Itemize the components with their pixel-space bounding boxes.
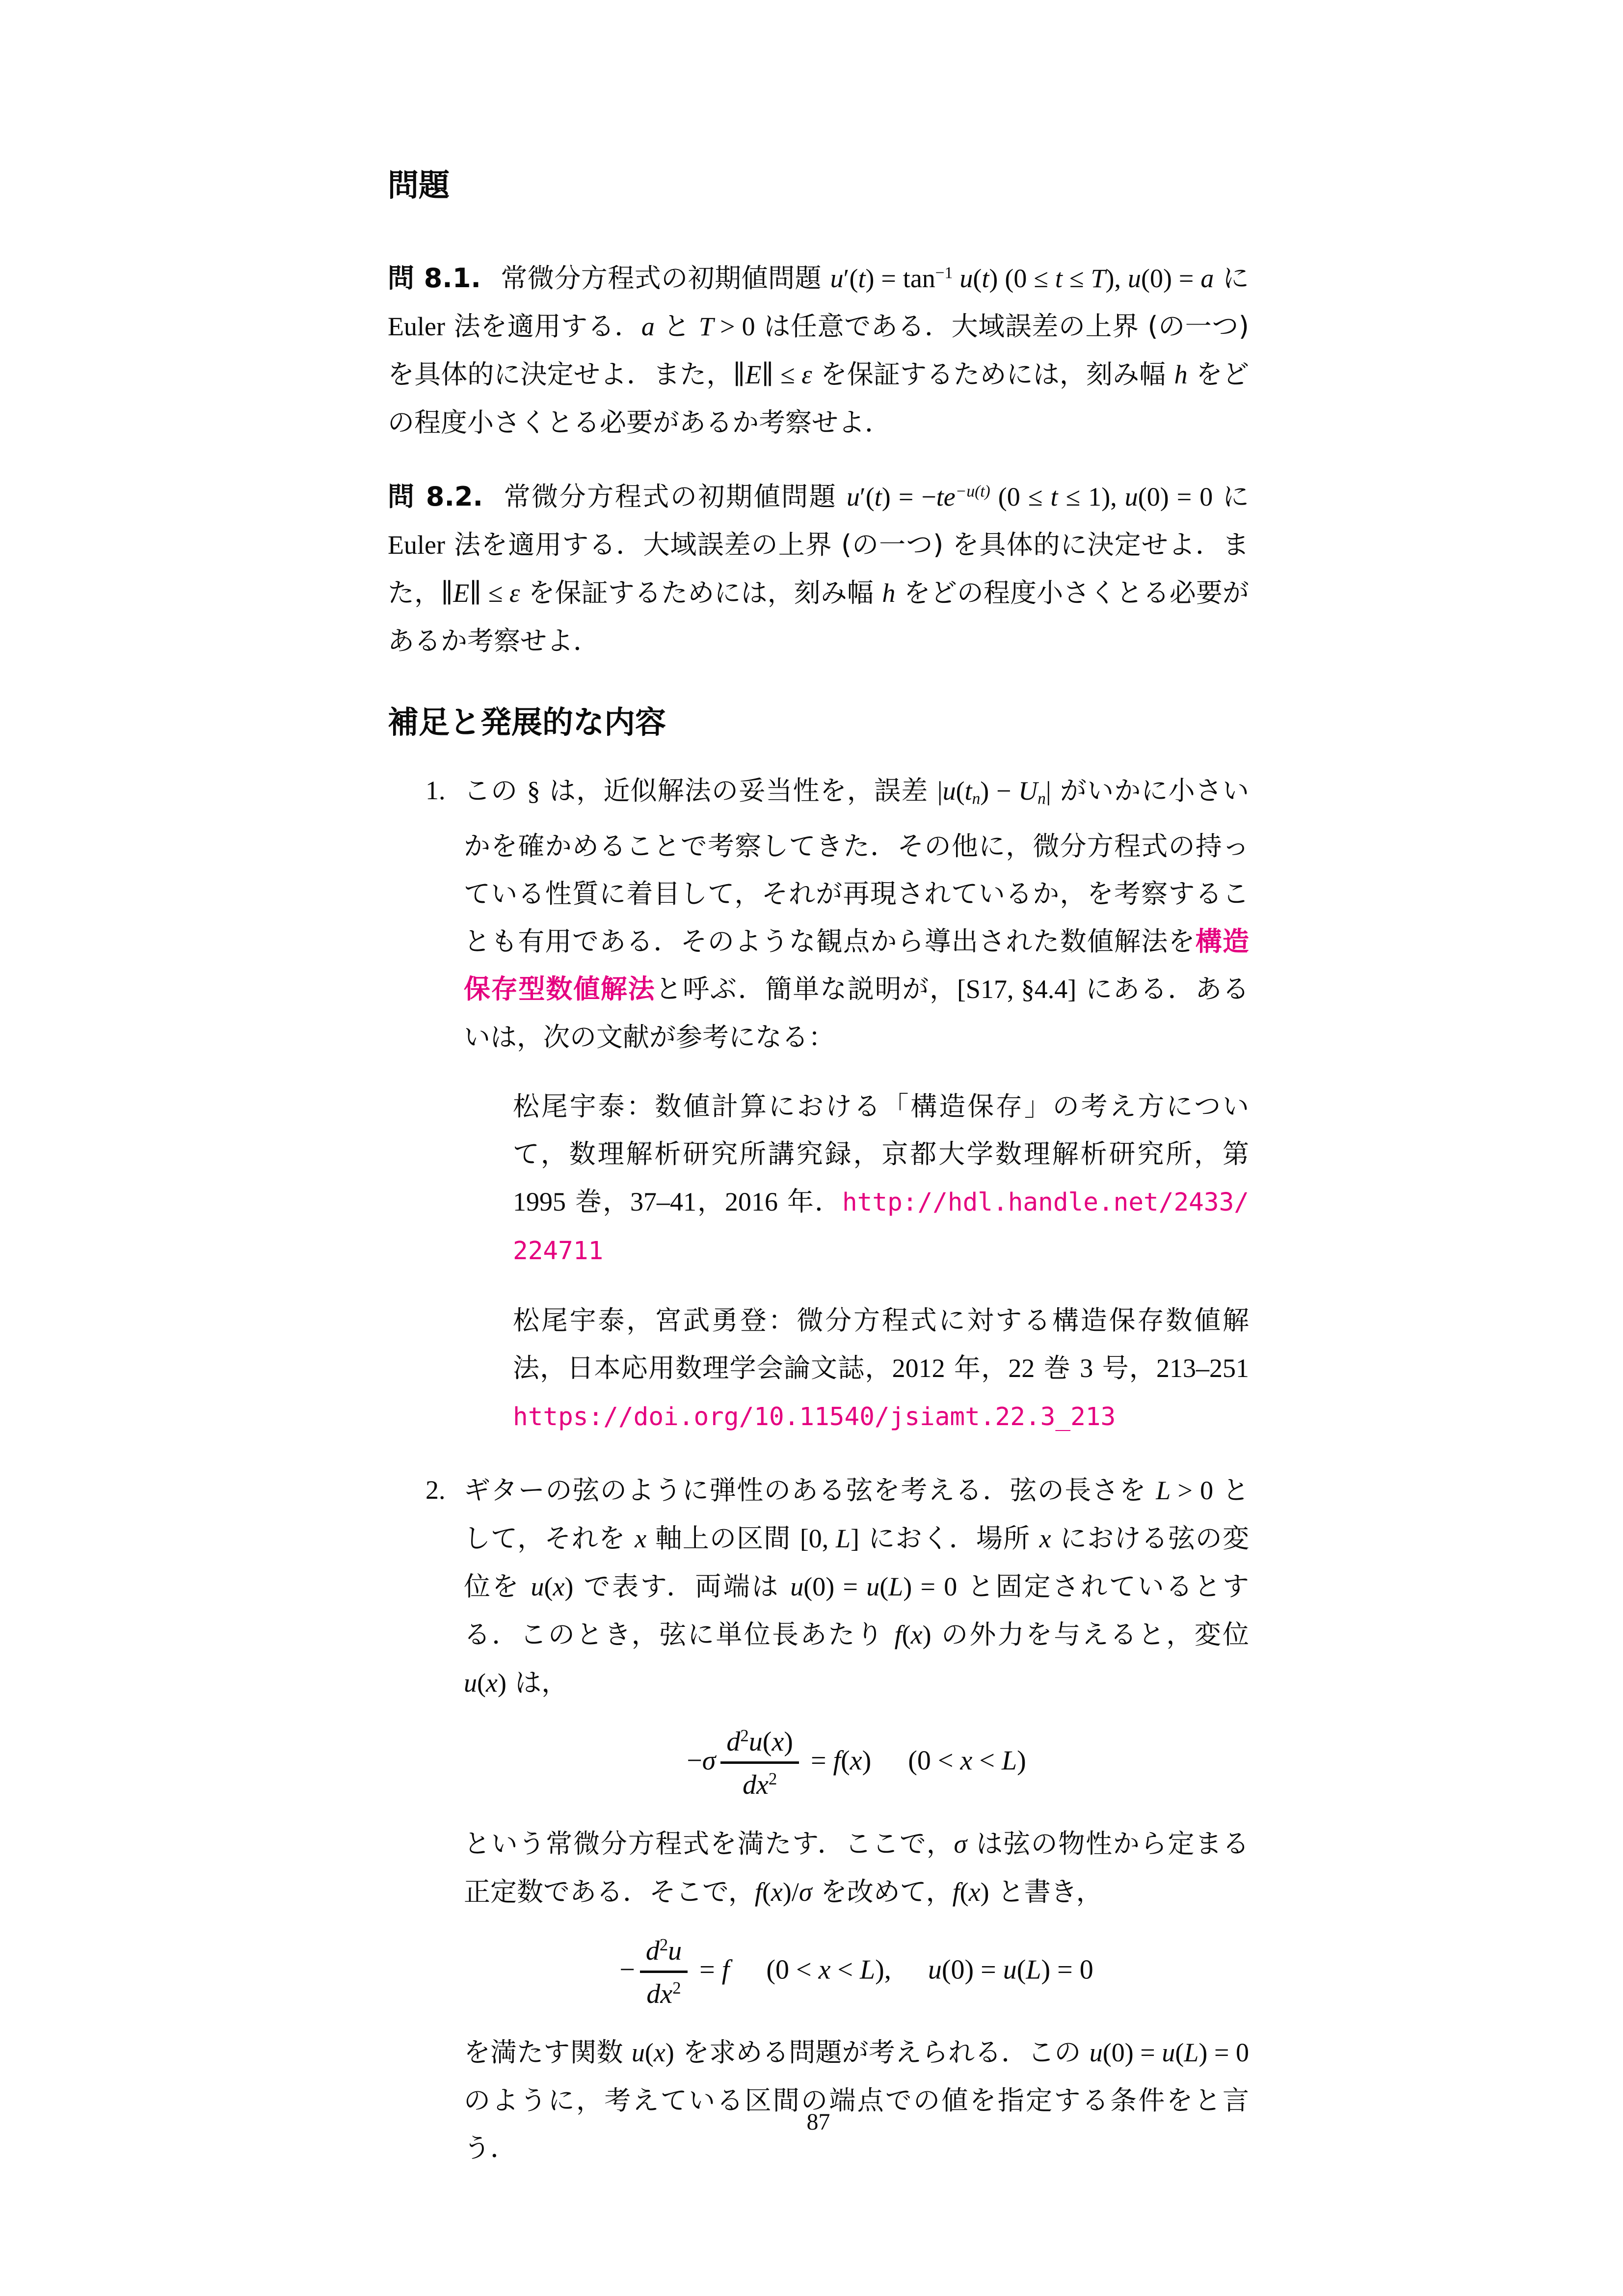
text-run: f: [833, 1745, 841, 1776]
text-run: (: [644, 2037, 654, 2067]
text-run: −1: [935, 264, 953, 282]
text-run: f: [952, 1877, 960, 1907]
reference-matsuo-miyatake-2012: [513, 1297, 1249, 1441]
text-run: u: [668, 1935, 682, 1966]
text-run: u: [531, 1572, 544, 1602]
text-run: u: [748, 1727, 763, 1757]
text-run: x: [771, 1877, 783, 1907]
text-run: h: [882, 578, 896, 608]
text-run: ): [564, 1572, 574, 1602]
text-run: u: [959, 264, 973, 293]
text-run: (: [879, 1572, 889, 1602]
text-run: (: [973, 264, 982, 293]
text-run: (: [762, 1877, 771, 1907]
text-run: (: [477, 1668, 486, 1698]
text-run: [S17, §4.4]: [957, 974, 1077, 1004]
text-run: x: [635, 1524, 647, 1554]
text-run: ) = 0: [1198, 2037, 1250, 2067]
text-run: 常微分方程式の初期値問題: [503, 481, 847, 513]
text-run: ∥ ≤: [469, 578, 509, 608]
text-run: は，: [506, 1667, 568, 1699]
text-run: =: [692, 1954, 722, 1985]
problem-8-2-body: [388, 481, 1249, 656]
section-heading-problems: 問題: [388, 167, 450, 203]
text-run: 松尾宇泰：数値計算における「構造保存」の考え方について，数理解析研究所講究録，京都大学数理解析研究所，第: [513, 1091, 1249, 1170]
text-run: ]: [851, 1524, 859, 1554]
text-run: a: [1200, 264, 1214, 293]
text-run: ),: [875, 1954, 891, 1985]
text-run: ′(: [843, 264, 858, 293]
text-run: T: [698, 312, 720, 341]
text-run: 2012: [892, 1353, 945, 1383]
reference-matsuo-2016: [513, 1082, 1249, 1275]
text-run: ),: [1105, 264, 1128, 293]
text-run: t: [982, 264, 989, 293]
text-run: u: [846, 482, 860, 512]
text-run: L: [888, 1572, 904, 1602]
text-run: 構造保存型数値解法: [464, 926, 1250, 1005]
text-run: ) (0 ≤: [989, 264, 1055, 293]
problem-8-1-body: [388, 263, 1249, 438]
text-run: σ: [798, 1877, 812, 1907]
text-run: ) = −: [881, 482, 936, 512]
text-run: ギターの弦のように弾性のある弦を考える．弦の長さを: [464, 1475, 1156, 1506]
text-run: 号，: [1093, 1352, 1156, 1384]
text-run: における弦の変位を: [464, 1523, 1249, 1602]
text-run: u: [464, 1668, 477, 1698]
text-run: x: [772, 1727, 784, 1757]
text-run: ): [784, 1727, 793, 1757]
text-run: (0) =: [941, 1954, 1003, 1985]
text-run: σ: [954, 1829, 967, 1859]
text-run: x: [818, 1954, 831, 1985]
list-item-2-paragraph-2: [464, 1820, 1249, 1916]
hdl-link[interactable]: http://hdl.handle.net/2433/224711: [513, 1188, 1249, 1266]
text-run: (0 <: [908, 1745, 960, 1776]
text-run: ∥: [733, 360, 745, 389]
text-run: ): [665, 2037, 674, 2067]
text-run: )/: [782, 1877, 799, 1907]
text-run: を満たす関数: [464, 2036, 632, 2068]
list-item-1: [426, 767, 1250, 1441]
text-run: ) = tan: [865, 264, 935, 293]
text-run: (0 <: [766, 1954, 819, 1985]
text-run: と呼ぶ．簡単な説明が，: [655, 973, 957, 1005]
text-run: 37–41: [630, 1187, 697, 1217]
list-item-1-paragraph: [464, 767, 1249, 1061]
text-run: u: [1162, 2037, 1175, 2067]
text-run: におく．場所: [859, 1523, 1039, 1554]
text-run: u: [830, 264, 844, 293]
problem-8-1-paragraph: [388, 249, 1249, 446]
text-run: に: [1213, 481, 1250, 513]
text-run: u: [790, 1572, 804, 1602]
text-run: L: [1156, 1476, 1178, 1506]
list-item-1-body: [464, 767, 1249, 1441]
text-run: x: [968, 1877, 981, 1907]
fraction: [720, 1728, 799, 1799]
text-run: u: [1128, 264, 1141, 293]
list-item-2-paragraph-1: [464, 1466, 1249, 1707]
list-item-2-body: [464, 1466, 1249, 2171]
text-run: [953, 264, 959, 293]
text-run: 常微分方程式の初期値問題: [500, 263, 830, 294]
text-run: t: [1055, 264, 1063, 293]
text-run: (: [1016, 1954, 1026, 1985]
text-run: Euler: [388, 312, 445, 341]
text-run: (: [956, 776, 965, 806]
text-run: x: [1039, 1524, 1051, 1554]
text-run: は任意である．大域誤差の上界 (の一つ) を具体的に決定せよ．また，: [388, 311, 1249, 390]
text-run: を保証するためには，刻み幅: [520, 577, 882, 609]
text-run: u: [866, 1572, 880, 1602]
text-run: (0) = 0: [1138, 482, 1213, 512]
fraction-numerator: [720, 1728, 799, 1761]
text-run: §: [527, 776, 540, 806]
text-run: −: [619, 1954, 635, 1985]
doi-link[interactable]: https://doi.org/10.11540/jsiamt.22.3_213: [513, 1403, 1116, 1432]
fraction-numerator: [640, 1937, 688, 1971]
text-run: (0) =: [1102, 2037, 1162, 2067]
text-run: a: [641, 312, 655, 341]
text-run: |: [1045, 776, 1051, 806]
text-run: 法を適用する．大域誤差の上界 (の一つ) を具体的に決定せよ．また，: [388, 529, 1249, 609]
text-run: のように，考えている区間の端点での値を指定する条件をと言う．: [464, 2084, 1249, 2163]
text-run: ，: [696, 1186, 725, 1217]
text-run: f: [754, 1877, 762, 1907]
text-run: −u(t): [955, 483, 990, 501]
text-run: u: [631, 2037, 645, 2067]
text-run: ): [980, 1877, 989, 1907]
text-run: =: [803, 1745, 833, 1776]
text-run: ∥: [441, 578, 453, 608]
text-run: u: [1124, 482, 1138, 512]
problem-8-2-paragraph: [388, 468, 1249, 665]
text-run: この: [464, 775, 527, 806]
text-run: 2016: [724, 1187, 778, 1217]
text-run: 2: [768, 1769, 777, 1789]
text-run: として，それを: [464, 1475, 1249, 1554]
text-run: E: [745, 360, 762, 389]
problem-8-2-label: 問 8.2.: [388, 481, 483, 513]
problem-8-1-label: 問 8.1.: [388, 263, 481, 294]
text-run: (: [762, 1727, 772, 1757]
text-run: x: [653, 2037, 665, 2067]
text-run: をどの程度小さくとる必要があるか考察せよ．: [388, 359, 1249, 438]
text-run: <: [972, 1745, 1002, 1776]
text-run: ≤ 1),: [1058, 482, 1125, 512]
text-run: に: [1214, 263, 1249, 294]
text-run: (: [959, 1877, 969, 1907]
text-run: f: [894, 1620, 902, 1650]
text-run: を保証するためには，刻み幅: [812, 359, 1174, 390]
text-run: ) = 0: [903, 1572, 958, 1602]
section-heading-supplement: 補足と発展的な内容: [388, 704, 666, 741]
text-run: ) −: [980, 776, 1019, 806]
text-run: ): [497, 1668, 506, 1698]
fraction-denominator: [720, 1761, 799, 1799]
list-item-2-number: 2.: [426, 1475, 446, 1505]
list-item-2: [426, 1466, 1250, 2171]
displayed-equation-2: [464, 1937, 1249, 2008]
text-run: (: [841, 1745, 850, 1776]
displayed-equation-1: [464, 1728, 1249, 1799]
text-run: E: [453, 578, 470, 608]
text-run: ε: [801, 360, 812, 389]
text-run: σ: [702, 1745, 716, 1776]
text-run: h: [1174, 360, 1188, 389]
text-run: L: [860, 1954, 876, 1985]
text-run: T: [1091, 264, 1106, 293]
text-run: x: [960, 1745, 973, 1776]
fraction: [640, 1937, 688, 2008]
text-run: d: [726, 1727, 741, 1757]
text-run: と固定されているとする．このとき，弦に単位長あたり: [464, 1571, 1250, 1650]
text-run: (0) =: [1141, 264, 1201, 293]
text-run: と書き，: [989, 1876, 1103, 1907]
text-run: と: [654, 311, 699, 342]
text-run: ): [862, 1745, 872, 1776]
text-run: u: [928, 1954, 942, 1985]
text-run: L: [1184, 2037, 1199, 2067]
text-run: x: [850, 1745, 862, 1776]
text-run: ε: [509, 578, 520, 608]
text-run: を改めて，: [812, 1876, 953, 1907]
text-run: 2: [672, 1978, 681, 1998]
text-run: x: [553, 1572, 565, 1602]
text-run: t: [1050, 482, 1058, 512]
page-number: 87: [806, 2109, 830, 2135]
text-run: > 0: [1177, 1476, 1214, 1506]
text-run: dx: [646, 1978, 673, 2009]
text-run: L: [1001, 1745, 1017, 1776]
text-run: 巻，: [566, 1186, 631, 1217]
text-run: (: [544, 1572, 553, 1602]
fraction-denominator: [640, 1971, 688, 2008]
text-run: f: [721, 1954, 730, 1985]
text-run: 3: [1080, 1353, 1093, 1383]
text-run: 1995: [513, 1187, 566, 1217]
text-run: L: [1026, 1954, 1041, 1985]
text-run: の外力を与えると，変位: [931, 1619, 1249, 1650]
text-run: u: [1089, 2037, 1103, 2067]
text-run: にある．あるいは，次の文献が参考になる：: [464, 973, 1249, 1053]
text-run: u: [942, 776, 956, 806]
text-run: (: [902, 1620, 911, 1650]
text-run: <: [830, 1954, 860, 1985]
text-run: は弦の物性から定まる正定数である．そこで，: [464, 1828, 1249, 1907]
text-run: 松尾宇泰，宮武勇登：微分方程式に対する構造保存数値解法，日本応用数理学会論文誌，: [513, 1305, 1249, 1384]
text-run: がいかに小さいかを確かめることで考察してきた．その他に，微分方程式の持っている性質に着目して，それが再現されているか，を考察することも有用である．そのような観点から導出された数値解法を: [464, 775, 1249, 957]
text-run: (0) =: [803, 1572, 867, 1602]
text-run: d: [645, 1935, 660, 1966]
text-run: (0 ≤: [990, 482, 1051, 512]
text-run: 213–251: [1156, 1353, 1249, 1383]
text-run: 2: [659, 1935, 668, 1954]
text-run: te: [936, 482, 956, 512]
text-run: 2: [740, 1726, 749, 1746]
text-run: (: [1175, 2037, 1184, 2067]
text-run: [0,: [799, 1524, 836, 1554]
text-run: 22: [1008, 1353, 1035, 1383]
text-run: Euler: [388, 530, 445, 560]
text-run: は，近似解法の妥当性を，誤差: [540, 775, 937, 806]
text-run: n: [972, 789, 981, 808]
text-run: t: [858, 264, 866, 293]
text-run: U: [1018, 776, 1038, 806]
text-run: x: [485, 1668, 498, 1698]
text-run: u: [1003, 1954, 1017, 1985]
text-run: > 0: [720, 312, 755, 341]
text-run: で表す．両端は: [573, 1571, 791, 1602]
text-run: ∥ ≤: [761, 360, 802, 389]
text-run: −: [687, 1745, 702, 1776]
text-run: t: [874, 482, 882, 512]
text-run: をどの程度小さくとる必要があるか考察せよ．: [388, 577, 1249, 657]
text-run: 法を適用する．: [445, 311, 641, 342]
text-run: ≤: [1062, 264, 1091, 293]
text-run: 軸上の区間: [646, 1523, 800, 1554]
list-item-1-number: 1.: [426, 776, 446, 805]
document-page: [388, 0, 1249, 2172]
text-run: ) = 0: [1041, 1954, 1093, 1985]
text-run: を求める問題が考えられる．この: [674, 2036, 1090, 2068]
text-run: ): [922, 1620, 931, 1650]
text-run: 年．: [777, 1186, 842, 1217]
text-run: x: [910, 1620, 923, 1650]
text-run: ′(: [859, 482, 875, 512]
text-run: t: [964, 776, 972, 806]
list-item-2-paragraph-3: [464, 2028, 1249, 2172]
text-run: |: [937, 776, 943, 806]
text-run: L: [835, 1524, 851, 1554]
text-run: 巻: [1035, 1352, 1080, 1384]
text-run: ): [1017, 1745, 1026, 1776]
text-run: という常微分方程式を満たす．ここで，: [464, 1828, 954, 1859]
text-run: 年，: [945, 1352, 1009, 1384]
text-run: n: [1038, 789, 1046, 808]
text-run: dx: [743, 1770, 769, 1801]
